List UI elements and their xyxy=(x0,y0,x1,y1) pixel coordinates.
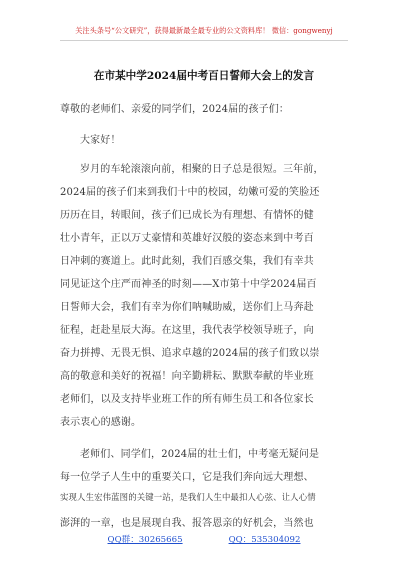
body-line: 澎湃的一章，也是展现自我、报答恩亲的好机会，当然也 xyxy=(60,518,314,529)
body-line: 每一位学子人生中的重要关口，它是我们奔向远大理想、 xyxy=(60,472,314,483)
header-divider xyxy=(60,40,348,41)
salutation-line: 尊敬的老师们、亲爱的同学们，2024届的孩子们： xyxy=(60,104,290,115)
body-line: 老师们，以及支持毕业班工作的所有师生员工和各位家长 xyxy=(60,394,314,405)
body-line: 同见证这个庄严而神圣的时刻——X市第十中学2024届百 xyxy=(60,279,317,290)
footer-contacts xyxy=(0,533,408,545)
body-line: 壮小青年，正以万丈豪情和英雄好汉般的姿态来到中考百 xyxy=(60,233,314,244)
body-line: 实现人生宏伟蓝图的关键一站，是我们人生中最扣人心弦、让人心情 xyxy=(60,492,316,502)
body-line: 2024届的孩子们来到我们十中的校园，幼嫩可爱的笑脸还 xyxy=(60,187,320,198)
qq-contact-link[interactable]: QQ：535304092 xyxy=(228,535,301,545)
body-line: 岁月的车轮滚滚向前，相聚的日子总是很短。三年前， xyxy=(80,164,324,175)
promo-header: 关注头条号“公文研究”，获得最新最全最专业的公文资料库！ 微信：gongwenyj xyxy=(75,26,333,35)
qq-group-link[interactable]: QQ群：30265665 xyxy=(107,535,183,545)
greeting-line: 大家好！ xyxy=(80,135,121,146)
body-line: 日誓师大会，我们有幸为你们呐喊助威，送你们上马奔赴 xyxy=(60,302,314,313)
body-line: 奋力拼搏、无畏无惧、追求卓越的2024届的孩子们致以崇 xyxy=(60,348,320,359)
body-line: 历历在目，转眼间，孩子们已成长为有理想、有情怀的健 xyxy=(60,210,314,221)
body-line: 老师们、同学们，2024届的壮士们，中考毫无疑问是 xyxy=(80,449,320,460)
body-line: 高的敬意和美好的祝福！向辛勤耕耘、默默奉献的毕业班 xyxy=(60,371,314,382)
body-line: 日冲刺的赛道上。此时此刻，我们百感交集，我们有幸共 xyxy=(60,256,314,267)
body-line: 征程，赶赴星辰大海。在这里，我代表学校领导班子，向 xyxy=(60,325,314,336)
document-title: 在市某中学2024届中考百日誓师大会上的发言 xyxy=(93,70,315,82)
body-line: 表示衷心的感谢。 xyxy=(60,417,142,428)
